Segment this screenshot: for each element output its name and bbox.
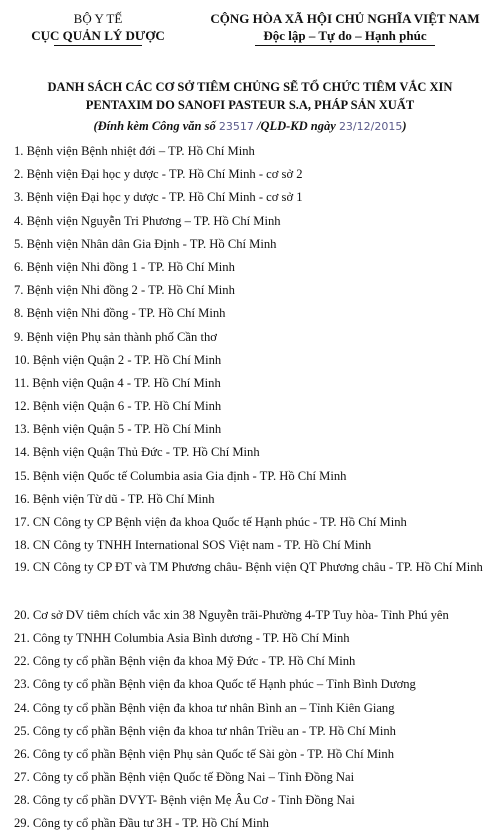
list-item: 26. Công ty cổ phần Bệnh viện Phụ sản Quốc tế Sài gòn - TP. Hồ Chí Minh [14,746,395,761]
list-item: 17. CN Công ty CP Bệnh viện đa khoa Quốc tế Hạnh phúc - TP. Hồ Chí Minh [14,515,407,529]
list-item: 8. Bệnh viện Nhi đồng - TP. Hồ Chí Minh [14,306,226,321]
motto-line: Độc lập – Tự do – Hạnh phúc [263,28,427,43]
list-item: 15. Bệnh viện Quốc tế Columbia asia Gia định - TP. Hồ Chí Minh [14,468,347,483]
list-item: 24. Công ty cổ phần Bệnh viện đa khoa tư nhân Bình an – Tỉnh Kiên Giang [14,700,395,715]
motto-underline [255,45,435,46]
country-name: CỘNG HÒA XÃ HỘI CHỦ NGHĨA VIỆT NAM [210,11,480,26]
list-item: 6. Bệnh viện Nhi đồng 1 - TP. Hồ Chí Minh [14,259,235,274]
list-item: 5. Bệnh viện Nhân dân Gia Định - TP. Hồ Chí Minh [14,236,277,251]
list-item: 1. Bệnh viện Bệnh nhiệt đới – TP. Hồ Chí Minh [14,144,255,158]
list-item: 12. Bệnh viện Quận 6 - TP. Hồ Chí Minh [14,399,222,414]
reference-middle: /QLD-KD ngày [256,119,336,133]
document-header [0,0,500,60]
document-title [10,78,490,114]
list-item: 14. Bệnh viện Quận Thủ Đức - TP. Hồ Chí Minh [14,445,260,460]
list-item: 16. Bệnh viện Từ dũ - TP. Hồ Chí Minh [14,491,215,506]
list-item: 18. CN Công ty TNHH International SOS Việt nam - TP. Hồ Chí Minh [14,538,372,553]
list-item: 10. Bệnh viện Quận 2 - TP. Hồ Chí Minh [14,352,222,367]
list-item: 11. Bệnh viện Quận 4 - TP. Hồ Chí Minh [14,375,221,390]
handwritten-doc-number: 23517 [218,120,254,133]
agency-underline [54,45,142,46]
list-item: 2. Bệnh viện Đại học y dược - TP. Hồ Chí Minh - cơ sở 2 [14,167,303,182]
list-item: 7. Bệnh viện Nhi đồng 2 - TP. Hồ Chí Minh [14,283,235,298]
list-item: 23. Công ty cổ phần Bệnh viện đa khoa Quốc tế Hạnh phúc – Tỉnh Bình Dương [14,677,416,692]
issuing-agency [8,10,188,46]
list-item: 29. Công ty cổ phần Đầu tư 3H - TP. Hồ Chí Minh [14,816,269,831]
national-motto [200,10,490,46]
reference-line [10,117,490,136]
reference-prefix: (Đính kèm Công văn số [93,119,216,133]
department-name: CỤC QUẢN LÝ DƯỢC [31,28,165,43]
title-line-2: PENTAXIM DO SANOFI PASTEUR S.A, PHÁP SẢN XUẤT [85,98,415,112]
list-item: 21. Công ty TNHH Columbia Asia Bình dương - TP. Hồ Chí Minh [14,630,350,645]
facility-list [14,138,490,834]
list-item: 20. Cơ sở DV tiêm chích vắc xin 38 Nguyễn trãi-Phường 4-TP Tuy hòa- Tỉnh Phú yên [14,607,449,622]
list-item: 28. Công ty cổ phần DVYT- Bệnh viện Mẹ Âu Cơ - Tỉnh Đồng Nai [14,793,355,808]
list-item: 19. CN Công ty CP ĐT và TM Phương châu- Bệnh viện QT Phương châu - TP. Hồ Chí Minh [14,560,483,575]
title-line-1: DANH SÁCH CÁC CƠ SỞ TIÊM CHỦNG SẼ TỔ CHỨC TIÊM VẮC XIN [47,80,453,94]
list-item: 4. Bệnh viện Nguyễn Tri Phương – TP. Hồ Chí Minh [14,213,281,228]
handwritten-date: 23/12/2015 [338,120,403,133]
ministry-name: BỘ Y TẾ [73,11,123,26]
list-item: 13. Bệnh viện Quận 5 - TP. Hồ Chí Minh [14,422,222,437]
list-item: 9. Bệnh viện Phụ sản thành phố Cần thơ [14,329,217,344]
list-item: 27. Công ty cổ phần Bệnh viện Quốc tế Đồng Nai – Tỉnh Đồng Nai [14,770,355,785]
list-item: 25. Công ty cổ phần Bệnh viện đa khoa tư nhân Triều an - TP. Hồ Chí Minh [14,723,396,738]
list-item: 3. Bệnh viện Đại học y dược - TP. Hồ Chí Minh - cơ sở 1 [14,190,303,205]
list-item: 22. Công ty cổ phần Bệnh viện đa khoa Mỹ Đức - TP. Hồ Chí Minh [14,654,356,669]
reference-suffix: ) [402,119,407,133]
